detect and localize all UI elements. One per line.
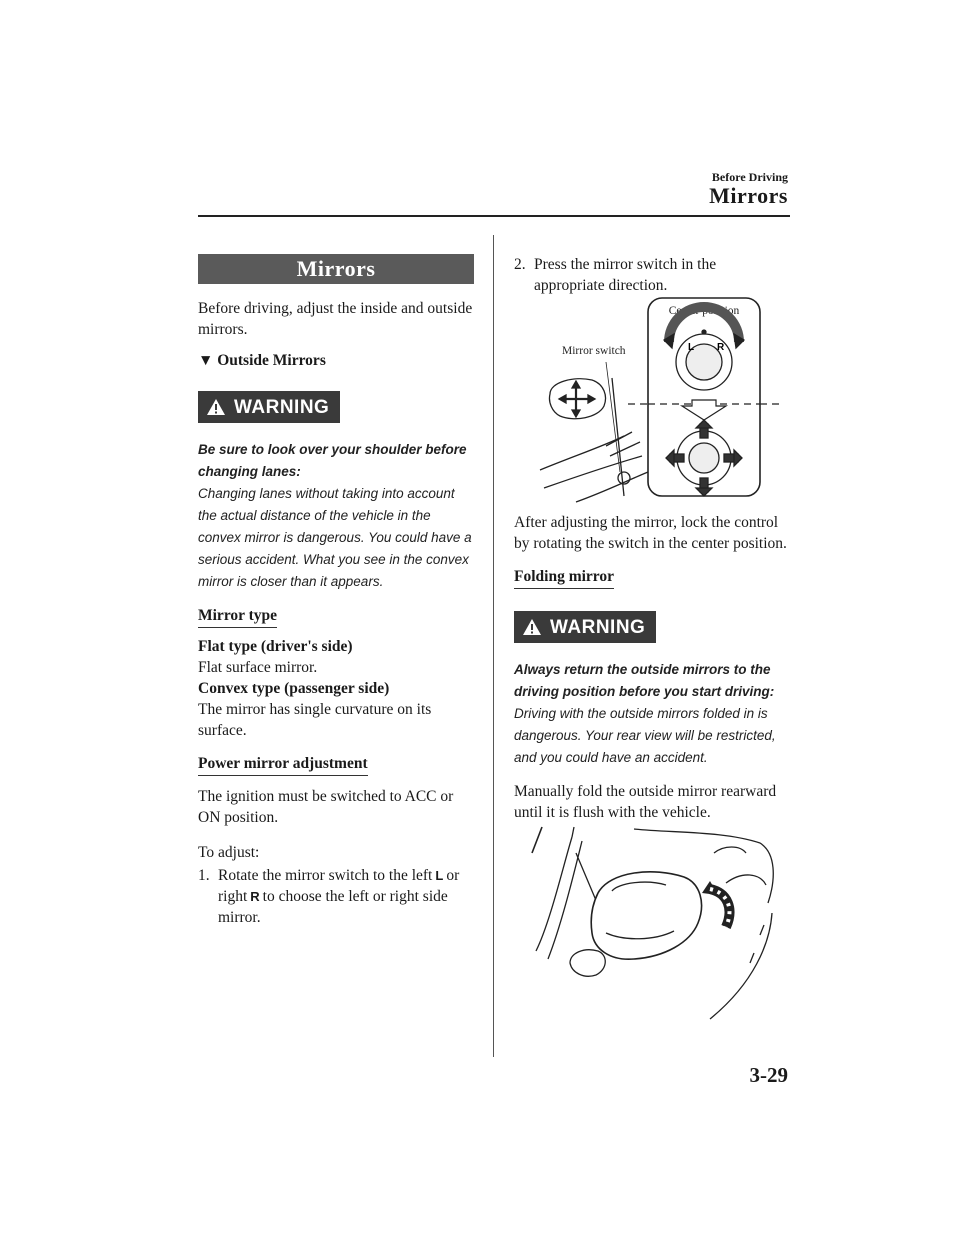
dial-left-label: L: [688, 342, 695, 353]
step-list-1: [198, 865, 474, 928]
flat-type-label: Flat type (driver's side): [198, 638, 353, 655]
power-mirror-heading: Power mirror adjustment: [198, 753, 368, 776]
mirror-switch-label: Mirror switch: [562, 345, 626, 357]
page-number: 3-29: [749, 1063, 788, 1087]
convex-type-desc: The mirror has single curvature on its surface.: [198, 701, 432, 739]
center-position-label: Center position: [668, 305, 740, 317]
header-title: Mirrors: [709, 183, 788, 208]
intro-text: Before driving, adjust the inside and outside mirrors.: [198, 300, 473, 338]
step-list-2: [514, 254, 790, 296]
manual-fold-text: Manually fold the outside mirror rearward until it is flush with the vehicle.: [514, 783, 777, 821]
warning-text-2: Always return the outside mirrors to the driving position before you start driving: Driving with the outside mirrors folded in is dangerous. Your rear view will be restricted, and you could have an accident.: [514, 662, 776, 765]
section-banner: Mirrors: [198, 254, 474, 284]
warning-block-1: [198, 391, 474, 593]
list-item: 2. Press the mirror switch in the appropriate direction.: [514, 256, 717, 294]
folding-mirror-heading: Folding mirror: [514, 566, 614, 589]
after-adjust-text: After adjusting the mirror, lock the control by rotating the switch in the center position.: [514, 514, 787, 552]
warning-triangle-icon: [522, 618, 542, 636]
column-divider: [493, 235, 494, 1057]
flat-type-desc: Flat surface mirror.: [198, 659, 318, 676]
outside-mirrors-heading: ▼ Outside Mirrors: [198, 352, 326, 369]
left-key-glyph: L: [435, 868, 444, 883]
to-adjust-text: To adjust:: [198, 844, 260, 861]
list-item: 1. Rotate the mirror switch to the left L or right R to choose the left or right side mirror.: [198, 867, 460, 926]
header-section: Before Driving: [711, 170, 788, 184]
folding-mirror-figure: [514, 823, 790, 1023]
warning-block-2: [514, 611, 790, 769]
warning-triangle-icon: [206, 398, 226, 416]
warning-badge: WARNING: [514, 611, 656, 643]
mirror-type-heading: Mirror type: [198, 605, 277, 628]
convex-type-label: Convex type (passenger side): [198, 680, 390, 697]
triangle-down-icon: ▼: [198, 352, 214, 369]
right-column: [514, 254, 790, 1023]
warning-text-1: Be sure to look over your shoulder before changing lanes: Changing lanes without taking into account the actual distance of the vehicle in the convex mirror is dangerous. You could have a serious accident. What you see in the convex mirror is closer than it appears.: [198, 442, 472, 589]
right-key-glyph: R: [250, 889, 260, 904]
left-column: [198, 254, 474, 928]
header-rule: [198, 215, 790, 217]
ignition-text: The ignition must be switched to ACC or ON position.: [198, 788, 454, 826]
dial-right-label: R: [717, 342, 725, 353]
mirror-switch-figure: [514, 296, 790, 506]
warning-badge: WARNING: [198, 391, 340, 423]
